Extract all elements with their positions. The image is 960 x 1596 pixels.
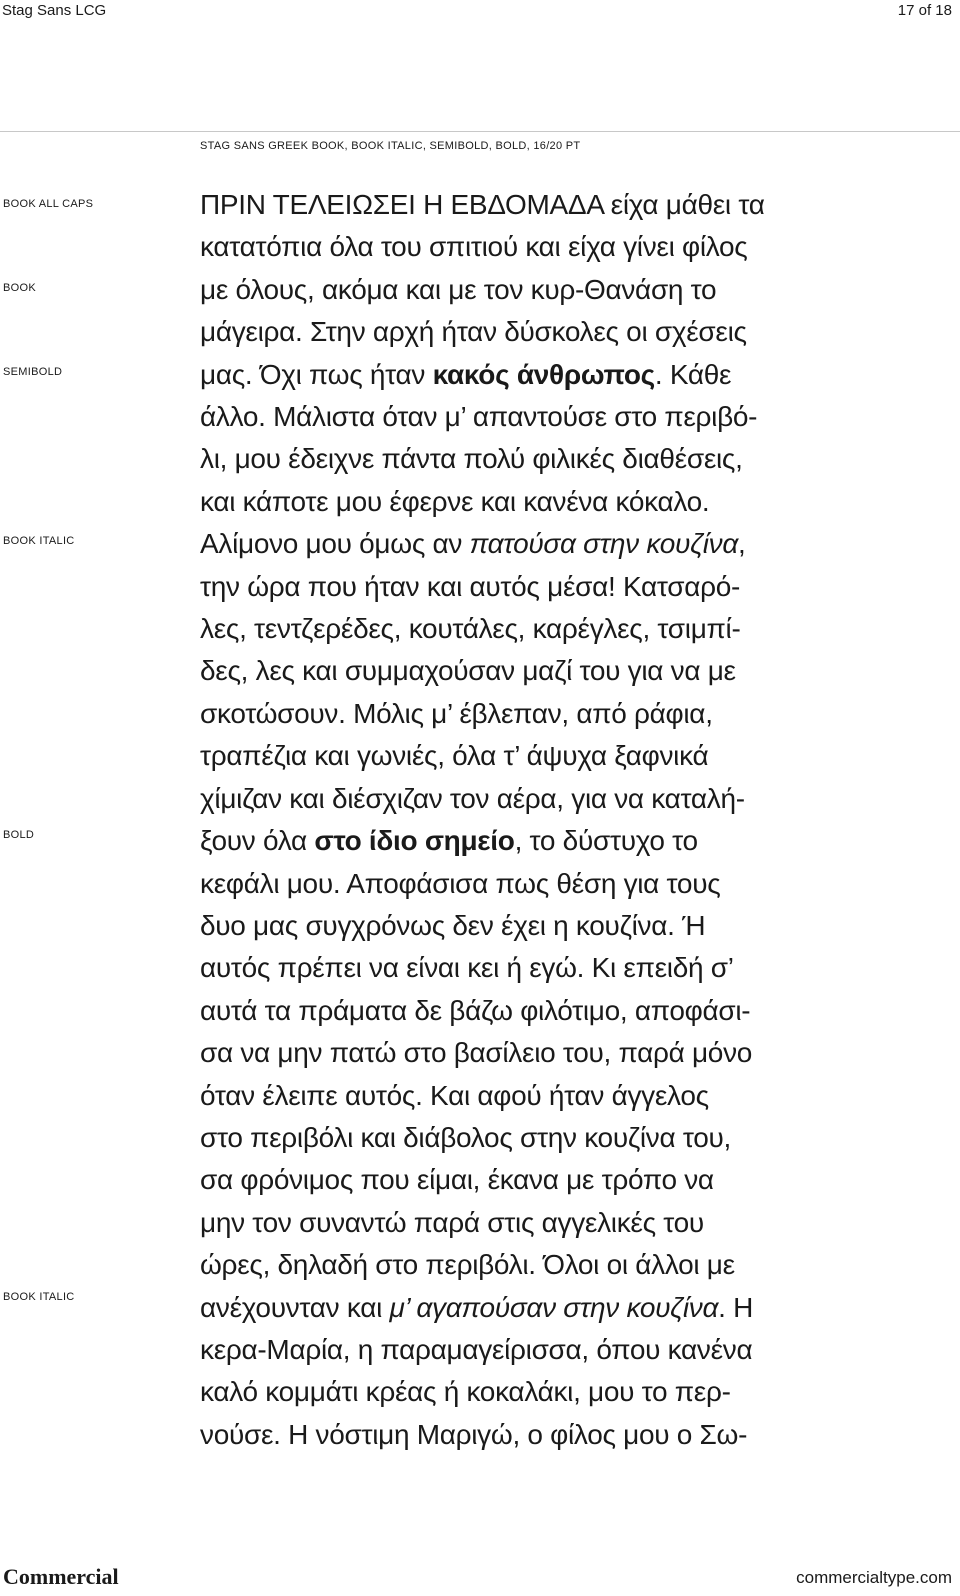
style-label-book: BOOK	[3, 282, 36, 294]
text-line: χίμιζαν και διέσχιζαν τον αέρα, για να καταλή-	[200, 782, 745, 814]
text-line: στο περιβόλι και διάβολος στην κουζίνα του,	[200, 1121, 731, 1153]
commercial-logo: Commercial	[3, 1564, 119, 1589]
text-line	[200, 820, 950, 862]
text-line: δυο μας συγχρόνως δεν έχει η κουζίνα. Ή	[200, 909, 706, 941]
header-divider	[0, 131, 960, 132]
text-line: και κάποτε μου έφερνε και κανένα κόκαλο.	[200, 485, 710, 517]
text-run: , το δύστυχο το	[514, 825, 698, 857]
text-line: μάγειρα. Στην αρχή ήταν δύσκολες οι σχέσεις	[200, 316, 747, 348]
style-label-bold: BOLD	[3, 829, 35, 841]
text-line: σα φρόνιμος που είμαι, έκανα με τρόπο να	[200, 1164, 714, 1196]
bold-run: στο ίδιο σημείο	[314, 825, 515, 857]
footer-url[interactable]: commercialtype.com	[796, 1568, 952, 1587]
text-line	[200, 523, 950, 565]
text-run: . Κάθε	[654, 358, 732, 390]
text-line: μην τον συναντώ παρά στις αγγελικές του	[200, 1206, 704, 1238]
italic-run: πατούσα στην κουζίνα	[469, 528, 739, 560]
text-line: κατατόπια όλα του σπιτιού και είχα γίνει φίλος	[200, 231, 748, 263]
text-line: λι, μου έδειχνε πάντα πολύ φιλικές διαθέσεις,	[200, 443, 743, 475]
semibold-run: κακός άνθρωπος	[432, 358, 655, 390]
text-line: άλλο. Μάλιστα όταν μ’ απαντούσε στο περιβό-	[200, 401, 758, 433]
specimen-paragraph	[200, 184, 950, 1456]
text-run: Αλίμονο μου όμως αν	[200, 528, 470, 560]
style-label-book-italic-2: BOOK ITALIC	[3, 1291, 75, 1303]
text-line: σα να μην πατώ στο βασίλειο του, παρά μόνο	[200, 1037, 753, 1069]
style-label-book-italic: BOOK ITALIC	[3, 535, 75, 547]
text-run: . Η	[718, 1291, 754, 1323]
text-line: καλό κομμάτι κρέας ή κοκαλάκι, μου το περ-	[200, 1376, 731, 1408]
text-run: ανέχουνταν και	[200, 1291, 390, 1323]
text-line	[200, 354, 950, 396]
text-line: την ώρα που ήταν και αυτός μέσα! Κατσαρό-	[200, 570, 741, 602]
text-line: δες, λες και συμμαχούσαν μαζί του για να με	[200, 655, 736, 687]
text-run: ξουν όλα	[200, 825, 315, 857]
text-line: κεφάλι μου. Αποφάσισα πως θέση για τους	[200, 867, 721, 899]
text-line: σκοτώσουν. Μόλις μ’ έβλεπαν, από ράφια,	[200, 697, 713, 729]
text-line	[200, 1287, 950, 1329]
font-name: Stag Sans LCG	[2, 2, 107, 19]
text-line: αυτός πρέπει να είναι κει ή εγώ. Κι επειδή σ’	[200, 952, 734, 984]
text-run: ,	[738, 528, 746, 560]
italic-run: μ’ αγαπούσαν στην κουζίνα	[389, 1291, 719, 1323]
text-line: ΠΡΙΝ ΤΕΛΕΙΩΣΕΙ Η ΕΒΔΟΜΑΔΑ είχα μάθει τα	[200, 189, 765, 220]
text-line: όταν έλειπε αυτός. Και αφού ήταν άγγελος	[200, 1079, 709, 1111]
text-line: λες, τεντζερέδες, κουτάλες, καρέγλες, τσιμπί-	[200, 613, 741, 645]
text-line: κερα-Μαρία, η παραμαγείρισσα, όπου κανένα	[200, 1333, 753, 1365]
text-line: τραπέζια και γωνιές, όλα τ’ άψυχα ξαφνικά	[200, 740, 709, 772]
text-run: μας. Όχι πως ήταν	[200, 358, 433, 390]
specimen-subheading: STAG SANS GREEK BOOK, BOOK ITALIC, SEMIBOLD, BOLD, 16/20 PT	[200, 140, 581, 152]
text-line: νούσε. Η νόστιμη Μαριγώ, ο φίλος μου ο Σω-	[200, 1418, 748, 1450]
style-label-book-all-caps: BOOK ALL CAPS	[3, 198, 94, 210]
style-label-semibold: SEMIBOLD	[3, 366, 63, 378]
text-line: αυτά τα πράματα δε βάζω φιλότιμο, αποφάσι-	[200, 994, 751, 1026]
text-line: ώρες, δηλαδή στο περιβόλι. Όλοι οι άλλοι με	[200, 1249, 735, 1281]
text-line: με όλους, ακόμα και με τον κυρ-Θανάση το	[200, 273, 717, 305]
page-indicator: 17 of 18	[897, 2, 952, 19]
